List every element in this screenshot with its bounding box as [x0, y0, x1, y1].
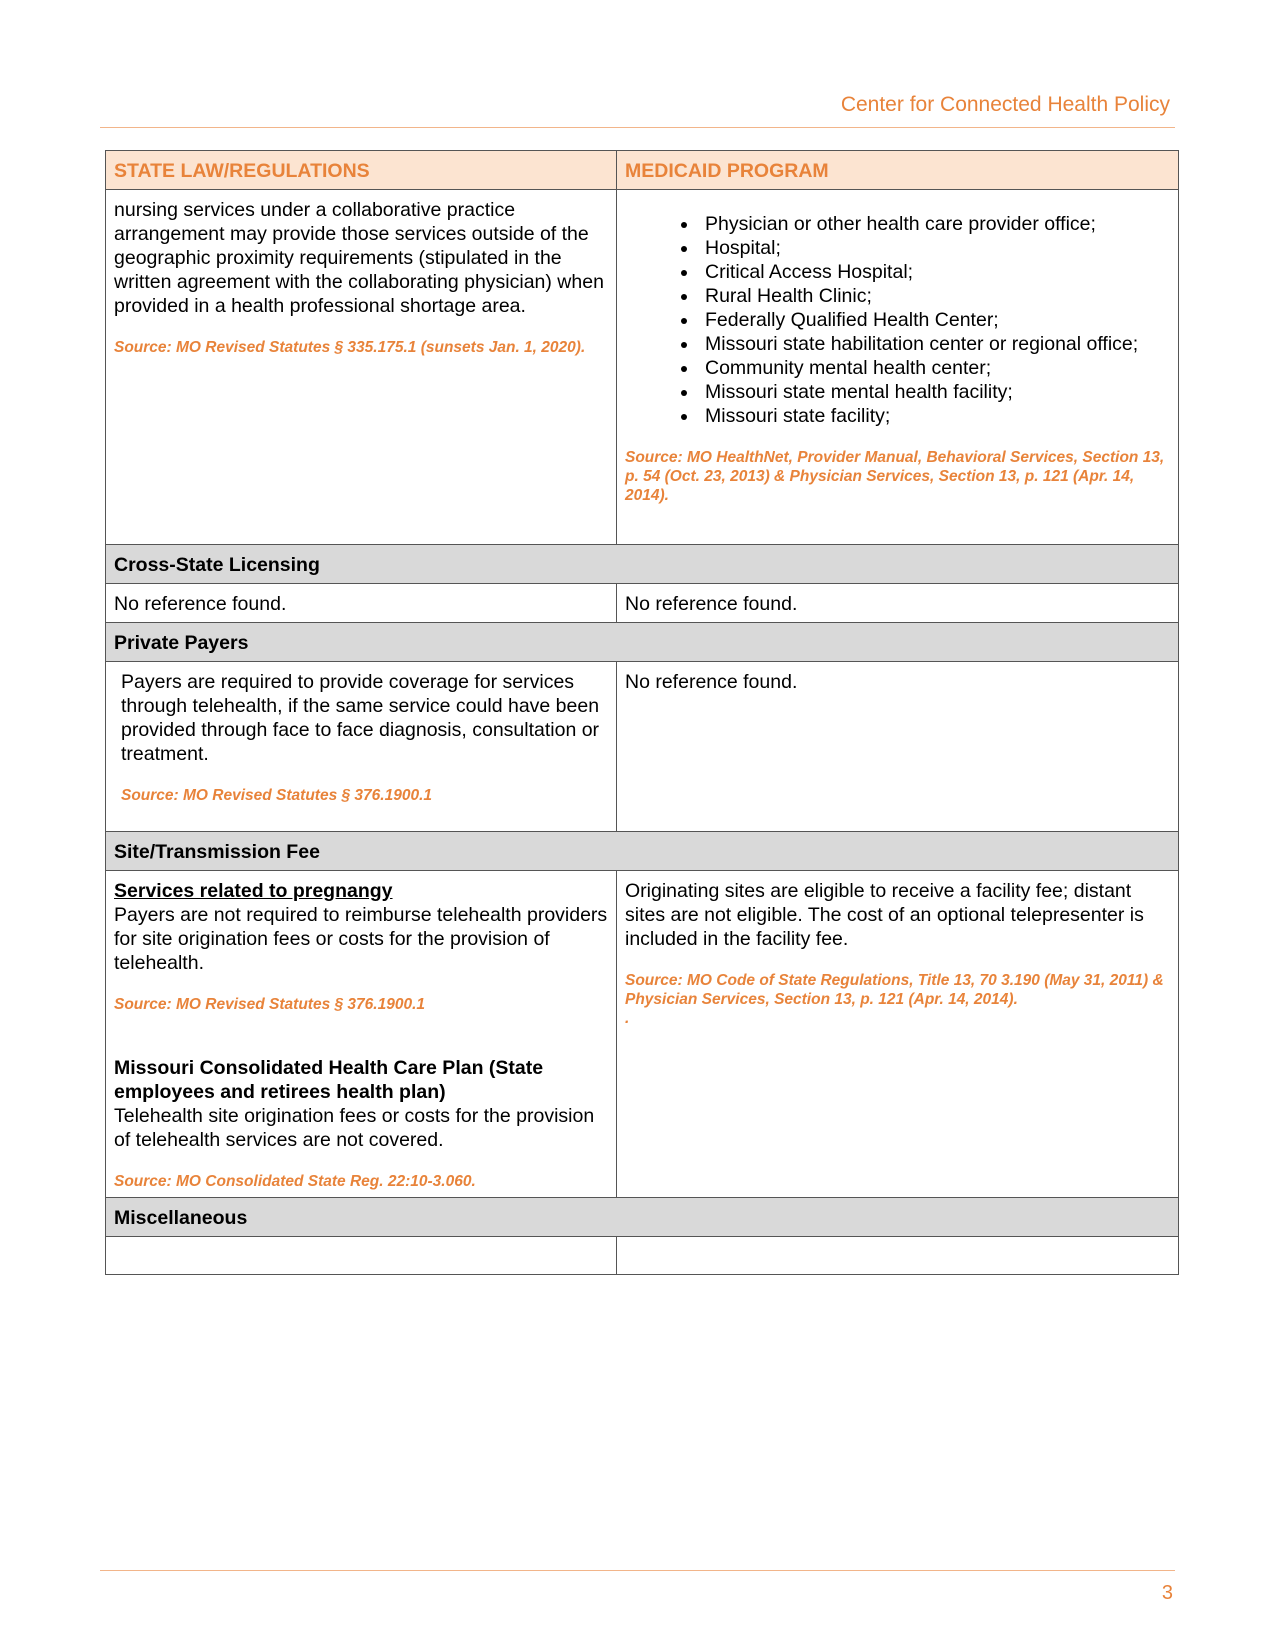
state-law-cell: No reference found.	[106, 584, 617, 623]
section-title: Miscellaneous	[106, 1198, 1179, 1237]
medicaid-column-header: MEDICAID PROGRAM	[617, 151, 1179, 190]
column-header-row	[106, 151, 1179, 190]
state-law-cell	[106, 190, 617, 545]
table-row	[106, 1237, 1179, 1275]
state-law-text: Telehealth site origination fees or costs for the provision of telehealth services are not covered.	[114, 1105, 595, 1151]
state-law-text: nursing services under a collaborative practice arrangement may provide those services outside of the geographic proximity requirements (stipulated in the written agreement with the collaborating physician) when provided in a health professional shortage area.	[114, 199, 604, 317]
medicaid-cell: No reference found.	[617, 584, 1179, 623]
medicaid-cell	[617, 1237, 1179, 1275]
section-title: Cross-State Licensing	[106, 545, 1179, 584]
medicaid-source: Source: MO Code of State Regulations, Title 13, 70 3.190 (May 31, 2011) & Physician Services, Section 13, p. 121 (Apr. 14, 2014).	[625, 972, 1164, 1008]
table-row	[106, 871, 1179, 1198]
state-law-source: Source: MO Revised Statutes § 376.1900.1	[114, 996, 426, 1013]
list-item: • Missouri state mental health facility;	[699, 380, 1170, 404]
list-item: • Federally Qualified Health Center;	[699, 308, 1170, 332]
list-item: • Rural Health Clinic;	[699, 284, 1170, 308]
section-row-cross-state	[106, 545, 1179, 584]
state-law-source: Source: MO Revised Statutes § 376.1900.1	[121, 787, 433, 804]
medicaid-source: Source: MO HealthNet, Provider Manual, Behavioral Services, Section 13, p. 54 (Oct. 23, 2013) & Physician Services, Section 13, p. 121 (Apr. 14, 2014).	[625, 449, 1165, 504]
table-row	[106, 190, 1179, 545]
medicaid-source-trail: .	[625, 1010, 630, 1027]
header-org-name: Center for Connected Health Policy	[840, 93, 1170, 116]
section-title: Private Payers	[106, 623, 1179, 662]
state-law-text: Payers are not required to reimburse telehealth providers for site origination fees or costs for the provision of telehealth.	[114, 904, 608, 974]
state-law-cell	[106, 871, 617, 1198]
subheading: Services related to pregnangy	[114, 880, 393, 902]
state-law-cell	[106, 662, 617, 832]
section-row-site-fee	[106, 832, 1179, 871]
medicaid-cell	[617, 190, 1179, 545]
medicaid-text: Originating sites are eligible to receive a facility fee; distant sites are not eligible. The cost of an optional telepresenter is included in the facility fee.	[625, 880, 1144, 950]
list-item: • Critical Access Hospital;	[699, 260, 1170, 284]
medicaid-cell	[617, 871, 1179, 1198]
subheading: Missouri Consolidated Health Care Plan (State employees and retirees health plan)	[114, 1057, 544, 1103]
state-law-text: Payers are required to provide coverage for services through telehealth, if the same service could have been provided through face to face diagnosis, consultation or treatment.	[121, 671, 600, 765]
footer-rule	[100, 1570, 1175, 1571]
table-row	[106, 584, 1179, 623]
state-law-column-header: STATE LAW/REGULATIONS	[106, 151, 617, 190]
list-item: • Missouri state habilitation center or regional office;	[699, 332, 1170, 356]
medicaid-cell: No reference found.	[617, 662, 1179, 832]
section-row-misc	[106, 1198, 1179, 1237]
page-number: 3	[1161, 1582, 1173, 1604]
list-item: • Community mental health center;	[699, 356, 1170, 380]
list-item: • Physician or other health care provider office;	[699, 212, 1170, 236]
section-row-private-payers	[106, 623, 1179, 662]
table-row	[106, 662, 1179, 832]
state-law-source: Source: MO Revised Statutes § 335.175.1 (sunsets Jan. 1, 2020).	[114, 339, 586, 356]
policy-table	[105, 150, 1179, 1275]
state-law-cell	[106, 1237, 617, 1275]
section-title: Site/Transmission Fee	[106, 832, 1179, 871]
list-item: • Hospital;	[699, 236, 1170, 260]
state-law-source: Source: MO Consolidated State Reg. 22:10-3.060.	[114, 1173, 476, 1190]
header-rule	[100, 127, 1175, 128]
originating-sites-list	[625, 212, 1170, 428]
list-item: • Missouri state facility;	[699, 404, 1170, 428]
